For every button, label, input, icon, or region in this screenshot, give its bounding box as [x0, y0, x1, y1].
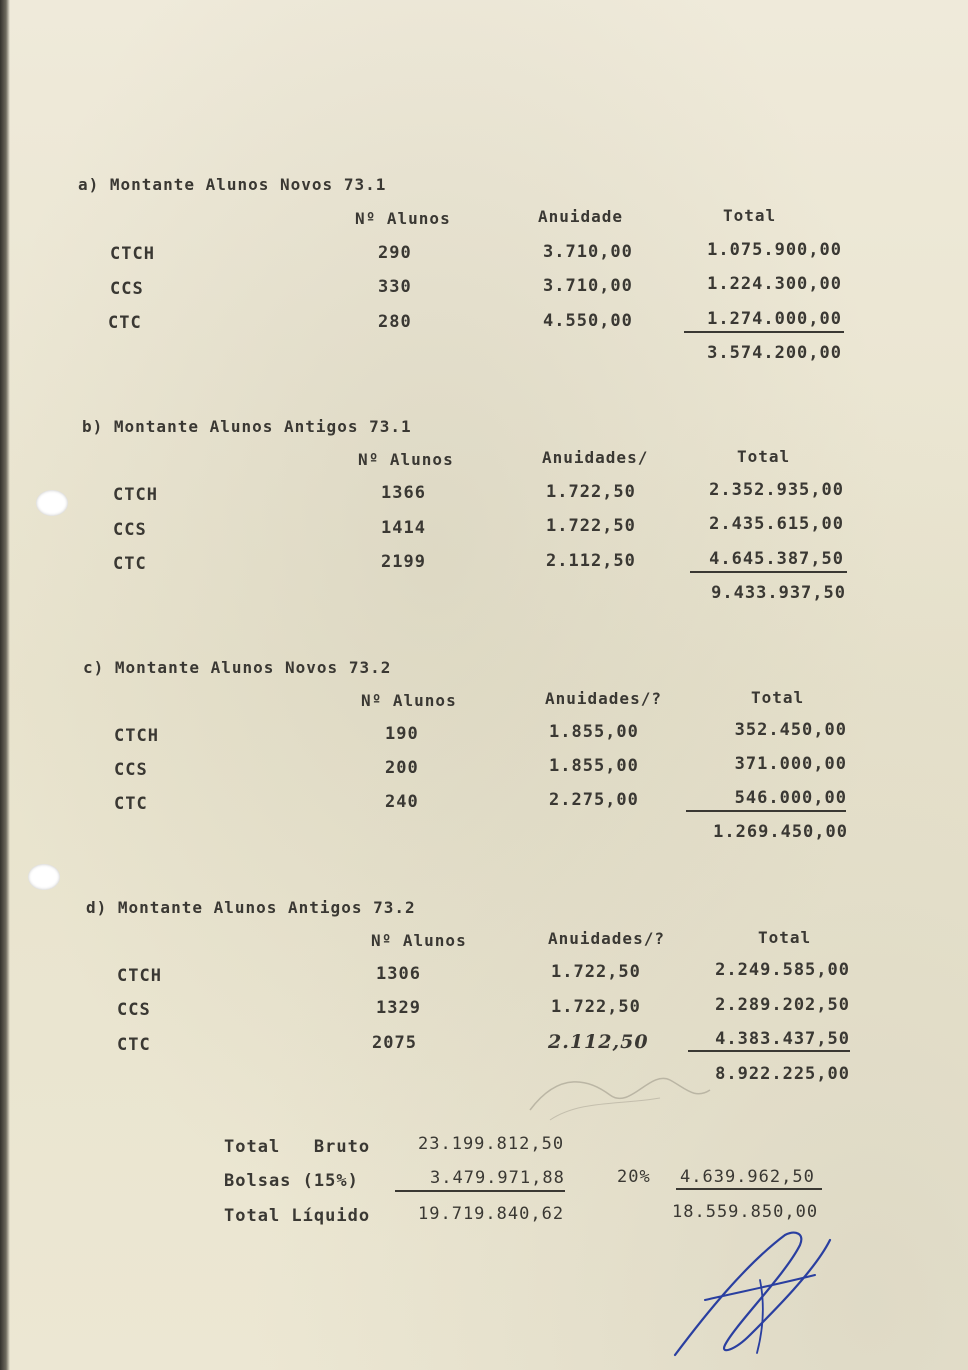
col-header-anuidade: Anuidade: [538, 207, 624, 226]
row-alunos: 1329: [376, 998, 421, 1018]
row-total: 352.450,00: [734, 720, 847, 740]
row-name: CCS: [113, 520, 147, 540]
section-title: c) Montante Alunos Novos 73.2: [83, 658, 392, 677]
col-header-alunos: Nº Alunos: [371, 931, 467, 950]
alt-liquido-value: 18.559.850,00: [672, 1202, 819, 1222]
row-name: CCS: [117, 1000, 151, 1020]
bolsas-label: Bolsas (15%): [224, 1171, 359, 1191]
col-header-total: Total: [751, 688, 805, 707]
total-bruto-label: Total Bruto: [224, 1137, 371, 1157]
row-alunos: 1366: [381, 483, 426, 503]
alt-percentage: 20%: [617, 1167, 651, 1187]
alt-bolsas-rule: [676, 1188, 822, 1190]
section-title: d) Montante Alunos Antigos 73.2: [86, 898, 416, 917]
row-name: CTC: [114, 794, 148, 814]
bolsas-value: 3.479.971,88: [430, 1168, 565, 1188]
row-alunos: 330: [378, 277, 412, 297]
row-total: 2.289.202,50: [715, 995, 850, 1015]
col-header-total: Total: [758, 928, 812, 947]
col-header-alunos: Nº Alunos: [358, 450, 454, 469]
row-alunos: 1414: [381, 518, 426, 538]
sum-rule: [690, 571, 847, 573]
col-header-total: Total: [737, 447, 791, 466]
total-liquido-value: 19.719.840,62: [418, 1204, 565, 1224]
sum-rule: [684, 331, 844, 333]
sum-rule: [686, 810, 846, 812]
col-header-anuidade: Anuidades/: [542, 448, 649, 467]
total-bruto-value: 23.199.812,50: [418, 1134, 565, 1154]
row-alunos: 200: [385, 758, 419, 778]
row-anuidade: 2.275,00: [549, 790, 639, 810]
row-alunos: 280: [378, 312, 412, 332]
row-total: 4.383.437,50: [715, 1029, 850, 1049]
section-title: b) Montante Alunos Antigos 73.1: [82, 417, 412, 436]
row-name: CTC: [108, 313, 142, 333]
alt-bolsas-value: 4.639.962,50: [680, 1167, 815, 1187]
section-sum: 3.574.200,00: [707, 343, 842, 363]
row-total: 4.645.387,50: [709, 549, 844, 569]
row-anuidade: 3.710,00: [543, 276, 633, 296]
col-header-alunos: Nº Alunos: [361, 691, 457, 710]
total-liquido-label: Total Líquido: [224, 1206, 371, 1226]
row-alunos: 290: [378, 243, 412, 263]
row-name: CCS: [110, 279, 144, 299]
row-anuidade: 1.722,50: [551, 997, 641, 1017]
punch-hole: [36, 490, 68, 516]
row-name: CTC: [117, 1035, 151, 1055]
row-total: 1.075.900,00: [707, 240, 842, 260]
section-title: a) Montante Alunos Novos 73.1: [78, 175, 387, 194]
section-sum: 8.922.225,00: [715, 1064, 850, 1084]
row-total: 2.249.585,00: [715, 960, 850, 980]
punch-hole: [28, 864, 60, 890]
row-anuidade: 1.722,50: [551, 962, 641, 982]
row-alunos: 2075: [372, 1033, 417, 1053]
row-anuidade: 1.855,00: [549, 722, 639, 742]
row-name: CTCH: [110, 244, 155, 264]
row-anuidade: 3.710,00: [543, 242, 633, 262]
row-name: CTC: [113, 554, 147, 574]
row-total: 371.000,00: [734, 754, 847, 774]
row-anuidade: 2.112,50: [548, 1031, 649, 1053]
faded-initials: [520, 1050, 720, 1130]
col-header-anuidade: Anuidades/?: [545, 689, 662, 708]
row-anuidade: 1.855,00: [549, 756, 639, 776]
row-name: CTCH: [114, 726, 159, 746]
row-alunos: 190: [385, 724, 419, 744]
row-anuidade: 1.722,50: [546, 516, 636, 536]
scan-edge: [0, 0, 10, 1370]
row-name: CCS: [114, 760, 148, 780]
bolsas-rule: [395, 1190, 565, 1192]
row-anuidade: 1.722,50: [546, 482, 636, 502]
section-sum: 9.433.937,50: [711, 583, 846, 603]
signature: [665, 1225, 845, 1365]
section-sum: 1.269.450,00: [713, 822, 848, 842]
row-total: 2.352.935,00: [709, 480, 844, 500]
row-alunos: 1306: [376, 964, 421, 984]
col-header-anuidade: Anuidades/?: [548, 929, 665, 948]
row-total: 1.274.000,00: [707, 309, 842, 329]
row-total: 2.435.615,00: [709, 514, 844, 534]
row-alunos: 2199: [381, 552, 426, 572]
col-header-total: Total: [723, 206, 777, 225]
col-header-alunos: Nº Alunos: [355, 209, 451, 228]
row-name: CTCH: [113, 485, 158, 505]
row-anuidade: 4.550,00: [543, 311, 633, 331]
row-alunos: 240: [385, 792, 419, 812]
row-anuidade: 2.112,50: [546, 551, 636, 571]
row-name: CTCH: [117, 966, 162, 986]
row-total: 1.224.300,00: [707, 274, 842, 294]
row-total: 546.000,00: [734, 788, 847, 808]
